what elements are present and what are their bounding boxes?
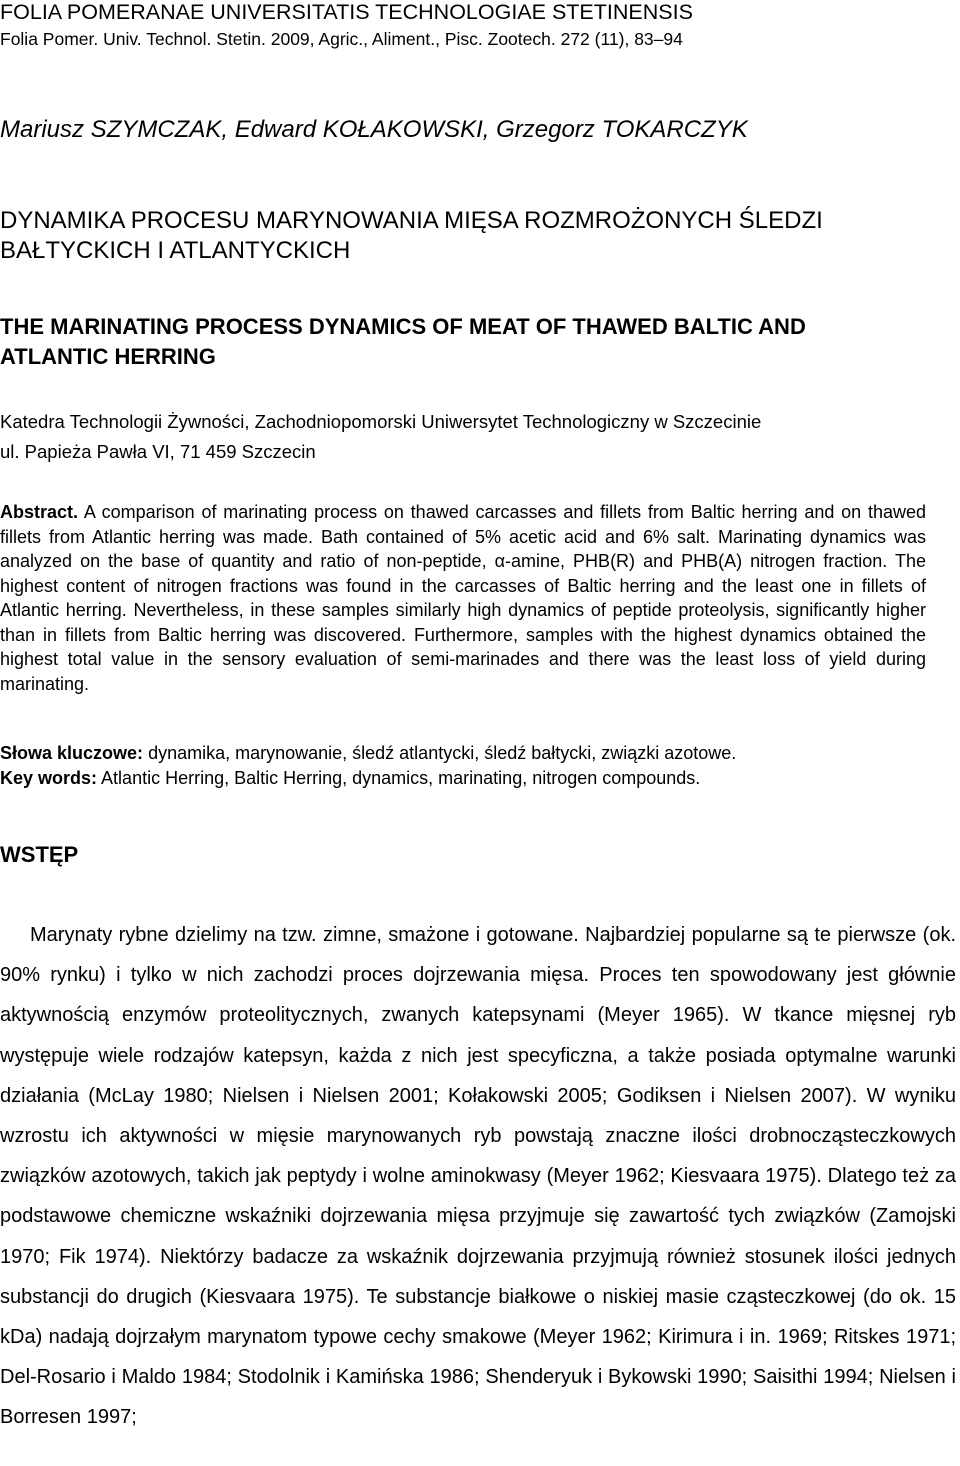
affiliation-institution: Katedra Technologii Żywności, Zachodniopomorski Uniwersytet Technologiczny w Szczecinie: [0, 411, 762, 432]
section-heading-introduction: WSTĘP: [0, 842, 79, 867]
article-title-english: THE MARINATING PROCESS DYNAMICS OF MEAT OF THAWED BALTIC AND ATLANTIC HERRING: [0, 314, 806, 369]
keywords-polish-label: Słowa kluczowe:: [0, 743, 144, 763]
article-authors: Mariusz SZYMCZAK, Edward KOŁAKOWSKI, Grzegorz TOKARCZYK: [0, 116, 748, 143]
keywords-polish-text: dynamika, marynowanie, śledź atlantycki, śledź bałtycki, związki azotowe.: [148, 743, 737, 763]
keywords-polish: [0, 741, 736, 765]
article-title-polish: DYNAMIKA PROCESU MARYNOWANIA MIĘSA ROZMROŻONYCH ŚLEDZI BAŁTYCKICH I ATLANTYCKICH: [0, 207, 823, 264]
keywords-english-label: Key words:: [0, 768, 98, 788]
abstract-text: A comparison of marinating process on thawed carcasses and fillets from Baltic herring and on thawed fillets from Atlantic herring was made. Bath contained of 5% acetic acid and 6% salt. Marinating dynamics was analyzed on the base of quantity and ratio of non-peptide, α-amine, PHB(R) and PHB(A) nitrogen fraction. The highest content of nitrogen fractions was found in the carcasses of Baltic herring and the least one in fillets of Atlantic herring. Nevertheless, in these samples similarly high dynamics of peptide proteolysis, significantly higher than in fillets from Baltic herring was discovered. Furthermore, samples with the highest dynamics obtained the highest total value in the sensory evaluation of semi-marinades and there was the least loss of yield during marinating.: [0, 502, 926, 694]
journal-name: FOLIA POMERANAE UNIVERSITATIS TECHNOLOGIAE STETINENSIS: [0, 0, 693, 24]
abstract-label: Abstract.: [0, 502, 79, 522]
keywords-english: [0, 766, 700, 790]
journal-citation: Folia Pomer. Univ. Technol. Stetin. 2009, Agric., Aliment., Pisc. Zootech. 272 (11), 83–94: [0, 29, 683, 49]
author-affiliation: [0, 407, 940, 467]
body-paragraph: Marynaty rybne dzielimy na tzw. zimne, smażone i gotowane. Najbardziej popularne są te pierwsze (ok. 90% rynku) i tylko w nich zachodzi proces dojrzewania mięsa. Proces ten spowodowany jest głównie aktywnością enzymów proteolitycznych, zwanych katepsynami (Meyer 1965). W tkance mięsnej ryb występuje wiele rodzajów katepsyn, każda z nich jest specyficzna, a także posiada optymalne warunki działania (McLay 1980; Nielsen i Nielsen 2001; Kołakowski 2005; Godiksen i Nielsen 2007). W wyniku wzrostu ich aktywności w mięsie marynowanych ryb powstają znaczne ilości drobnocząsteczkowych związków azotowych, takich jak peptydy i wolne aminokwasy (Meyer 1962; Kiesvaara 1975). Dlatego też za podstawowe chemiczne wskaźniki dojrzewania mięsa przyjmuje się zawartość tych związków (Zamojski 1970; Fik 1974). Niektórzy badacze za wskaźnik dojrzewania przyjmują również stosunek ilości jednych substancji do drugich (Kiesvaara 1975). Te substancje białkowe o niskiej masie cząsteczkowej (do ok. 15 kDa) nadają dojrzałym marynatom typowe cechy smakowe (Meyer 1962; Kirimura i in. 1969; Ritskes 1971; Del-Rosario i Maldo 1984; Stodolnik i Kamińska 1986; Shenderyuk i Bykowski 1990; Saisithi 1994; Nielsen i Borresen 1997;: [0, 924, 956, 1429]
abstract: [0, 500, 926, 696]
keywords-english-text: Atlantic Herring, Baltic Herring, dynamics, marinating, nitrogen compounds.: [101, 768, 701, 788]
affiliation-address: ul. Papieża Pawła VI, 71 459 Szczecin: [0, 441, 316, 462]
